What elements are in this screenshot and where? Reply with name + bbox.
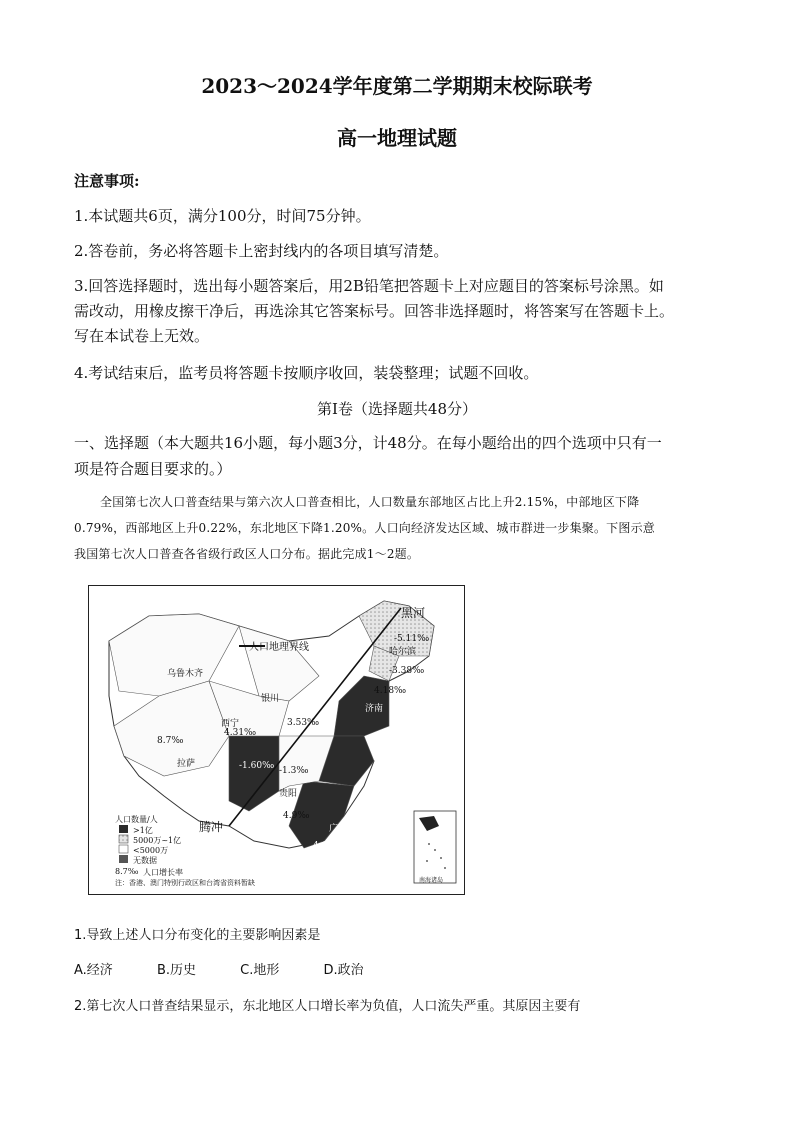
- rate-label: -5.11‰: [394, 634, 430, 644]
- passage-line-1: 全国第七次人口普查结果与第六次人口普查相比，人口数量东部地区占比上升2.15%，中部地区下降: [100, 495, 640, 509]
- option-c[interactable]: C.地形: [240, 963, 280, 978]
- notice-item-3-end: 写在本试卷上无效。: [74, 327, 210, 345]
- city-heihe: 黑河: [401, 606, 426, 620]
- legend-note: 注：香港、澳门特别行政区和台湾省资料暂缺: [115, 879, 255, 887]
- city-harbin: 哈尔滨: [389, 647, 417, 657]
- notice-heading: 注意事项:: [74, 172, 140, 190]
- legend-item: <5000万: [133, 846, 169, 855]
- question-2-stem: 2.第七次人口普查结果显示，东北地区人口增长率为负值，人口流失严重。其原因主要有: [74, 999, 581, 1014]
- legend-rate-label: 人口增长率: [143, 868, 183, 877]
- rate-label: 4.62‰: [313, 841, 346, 851]
- notice-item-3: 3.回答选择题时，选出每小题答案后，用2B铅笔把答题卡上对应题目的答案标号涂黑。如: [74, 277, 664, 295]
- city-xining: 西宁: [221, 719, 240, 729]
- question-1-stem: 1.导致上述人口分布变化的主要影响因素是: [74, 928, 321, 943]
- passage-line-3: 我国第七次人口普查各省级行政区人口分布。据此完成1～2题。: [74, 547, 420, 561]
- option-d[interactable]: D.政治: [323, 963, 364, 978]
- rate-label: -1.3‰: [279, 766, 309, 776]
- notice-item-4: 4.考试结束后，监考员将答题卡按顺序收回，装袋整理；试题不回收。: [74, 364, 539, 382]
- legend-rate-sample: 8.7‰: [115, 867, 139, 876]
- rate-label: -1.60‰: [239, 761, 275, 771]
- city-guiyang: 贵阳: [279, 789, 298, 799]
- option-a[interactable]: A.经济: [74, 963, 113, 978]
- exam-title: 2023～2024学年度第二学期期末校际联考: [201, 74, 593, 98]
- question-1-options: [74, 959, 404, 978]
- inset-label: 南海诸岛: [419, 877, 444, 884]
- rate-label: -3.38‰: [389, 666, 425, 676]
- part-instructions-cont: 项是符合题目要求的。）: [74, 460, 232, 478]
- city-lhasa: 拉萨: [177, 759, 196, 769]
- city-urumqi: 乌鲁木齐: [167, 669, 204, 679]
- city-yinchuan: 银川: [261, 694, 280, 704]
- legend-title: 人口数量/人: [115, 815, 158, 824]
- rate-label: 4.31‰: [224, 728, 257, 738]
- notice-item-2: 2.答卷前，务必将答题卡上密封线内的各项目填写清楚。: [74, 242, 449, 260]
- city-tengchong: 腾冲: [199, 820, 224, 834]
- rate-label: 4.9‰: [283, 811, 310, 821]
- exam-subtitle: 高一地理试题: [337, 126, 457, 150]
- city-guangzhou: 广州: [329, 824, 348, 834]
- notice-item-1: 1.本试题共6页，满分100分，时间75分钟。: [74, 207, 371, 225]
- notice-item-3-cont: 需改动，用橡皮擦干净后，再选涂其它答案标号。回答非选择题时，将答案写在答题卡上。: [74, 302, 675, 320]
- city-jinan: 济南: [365, 704, 384, 714]
- legend-item: 无数据: [133, 856, 157, 865]
- section-heading: 第Ⅰ卷（选择题共48分）: [316, 400, 477, 418]
- legend-item: 5000万~1亿: [133, 836, 182, 845]
- rate-label: 8.7‰: [157, 736, 184, 746]
- rate-label: 4.18‰: [374, 686, 407, 696]
- legend-item: >1亿: [133, 826, 153, 835]
- rate-label: 3.53‰: [287, 718, 320, 728]
- legend-swatches: [119, 825, 128, 863]
- part-instructions: 一、选择题（本大题共16小题，每小题3分，计48分。在每小题给出的四个选项中只有一: [74, 434, 662, 452]
- boundary-legend-label: 人口地理界线: [249, 642, 309, 653]
- population-map: [88, 585, 465, 895]
- passage-line-2: 0.79%，西部地区上升0.22%，东北地区下降1.20%。人口向经济发达区域、城市群进一步集聚。下图示意: [74, 521, 655, 535]
- option-b[interactable]: B.历史: [156, 963, 197, 978]
